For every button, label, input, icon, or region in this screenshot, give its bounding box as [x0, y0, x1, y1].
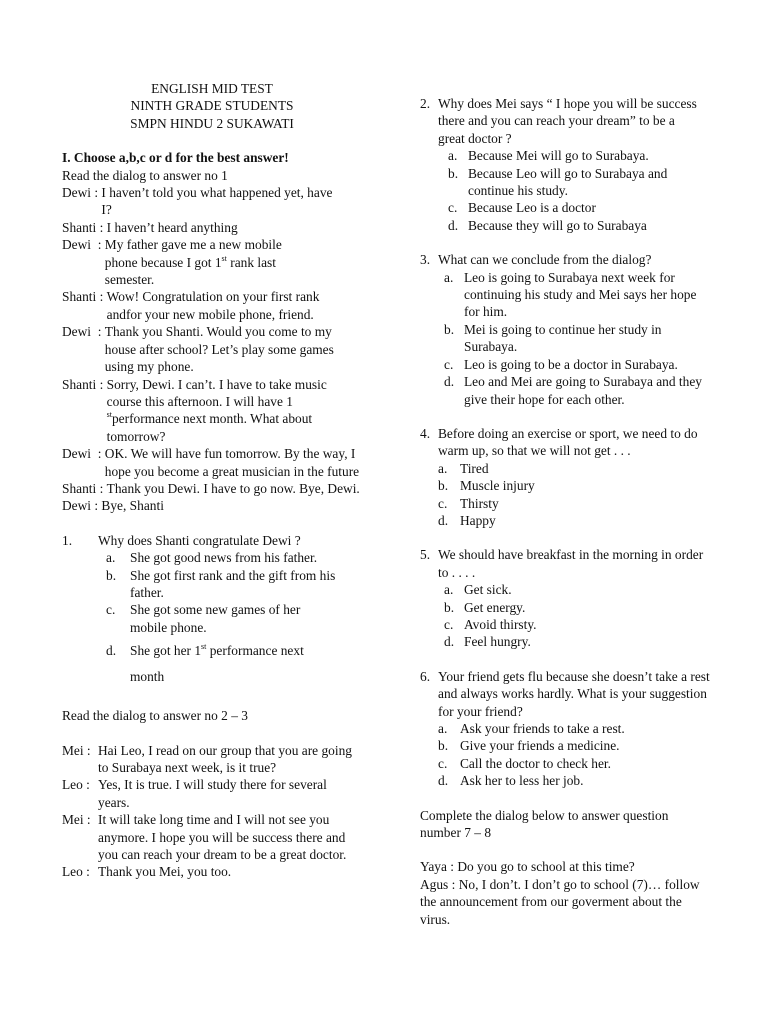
speaker: Shanti : — [62, 376, 107, 392]
option-text: Ask your friends to take a rest. — [460, 721, 625, 736]
dialog-line — [62, 445, 362, 480]
option-list — [420, 460, 712, 530]
option-text: She got some new games of her mobile phone. — [130, 602, 301, 635]
option-letter: c. — [448, 200, 458, 216]
utterance: I haven’t told you what happened yet, have I? — [101, 185, 333, 218]
option-list — [420, 147, 712, 234]
dialog-line — [62, 288, 362, 323]
option-text: Give your friends a medicine. — [460, 738, 620, 754]
question-number: 4. — [420, 425, 431, 441]
option-letter: b. — [438, 478, 449, 494]
utterance-part: performance next month. What about tomorrow? — [106, 411, 313, 444]
dialog3-instruction: Complete the dialog below to answer question number 7 – 8 — [420, 807, 669, 841]
option-text: Mei is going to continue her study in Surabaya. — [464, 321, 662, 355]
question-text: We should have breakfast in the morning in order to . . . . — [438, 547, 704, 580]
option-letter: c. — [444, 356, 454, 372]
speaker: Mei : — [62, 812, 94, 828]
option-letter: a. — [444, 269, 454, 285]
speaker: Leo : — [62, 864, 94, 880]
option-c[interactable] — [448, 199, 712, 216]
superscript: st — [221, 253, 227, 263]
question-number: 6. — [420, 668, 431, 684]
dialog-line — [62, 480, 362, 497]
option-list — [420, 581, 712, 651]
option-text: Because Leo is a doctor — [468, 200, 596, 216]
utterance-part: rank last semester. — [104, 254, 276, 288]
dialog-line — [420, 876, 712, 928]
option-text: Avoid thirsty. — [464, 616, 537, 632]
left-column — [62, 80, 362, 881]
question-text: Why does Shanti congratulate Dewi ? — [98, 532, 301, 548]
option-text: Leo is going to Surabaya next week for continuing his study and Mei says her hope for him. — [464, 269, 697, 320]
option-text: Leo is going to be a doctor in Surabaya. — [464, 356, 678, 372]
option-text: Call the doctor to check her. — [460, 755, 611, 771]
question-number: 5. — [420, 547, 431, 563]
option-d[interactable] — [444, 373, 712, 408]
dialog-3 — [420, 858, 712, 928]
option-letter: d. — [448, 217, 459, 233]
section-title: I. Choose a,b,c or d for the best answer! — [62, 150, 289, 166]
speaker: Dewi : — [62, 237, 105, 253]
speaker: Mei : — [62, 742, 94, 758]
dialog-1 — [62, 184, 362, 515]
utterance: It will take long time and I will not see you anymore. I hope you will be success there and you can reach your dream to be a great doctor. — [98, 812, 347, 863]
dialog-line — [62, 497, 362, 514]
speaker: Agus : — [420, 876, 459, 892]
option-text: She got first rank and the gift from his father. — [130, 567, 336, 600]
question-number: 3. — [420, 252, 431, 268]
option-d[interactable] — [444, 633, 712, 650]
dialog-line — [62, 742, 362, 777]
option-text: Feel hungry. — [464, 634, 531, 650]
speaker: Dewi : — [62, 324, 105, 340]
option-list — [420, 269, 712, 408]
speaker: Shanti : — [62, 480, 107, 496]
utterance: Hai Leo, I read on our group that you are going to Surabaya next week, is it true? — [98, 742, 352, 775]
utterance: Bye, Shanti — [101, 498, 164, 514]
option-letter: d. — [438, 512, 449, 528]
utterance — [105, 236, 362, 288]
option-a[interactable] — [444, 581, 712, 598]
question-stem — [420, 546, 712, 581]
option-text: Get sick. — [464, 582, 512, 598]
option-c[interactable] — [444, 616, 712, 633]
option-b[interactable] — [438, 737, 712, 754]
question-text: Your friend gets flu because she doesn’t take a rest and always works hardly. What is your suggestion for your friend? — [438, 668, 710, 719]
speaker: Leo : — [62, 777, 94, 793]
option-text: Happy — [460, 512, 496, 528]
option-a[interactable] — [444, 269, 712, 321]
superscript: st — [201, 642, 207, 652]
option-part: She got her 1 — [130, 643, 202, 659]
utterance-part: My father gave me a new mobile phone because I got 1 — [104, 237, 282, 270]
dialog-line — [62, 236, 362, 288]
option-a[interactable] — [106, 549, 362, 566]
option-text: Leo and Mei are going to Surabaya and they give their hope for each other. — [464, 374, 702, 407]
option-text: Because Mei will go to Surabaya. — [468, 148, 649, 164]
speaker: Yaya : — [420, 859, 458, 875]
question-stem — [420, 425, 712, 460]
utterance: Wow! Congratulation on your first rank andfor your new mobile phone, friend. — [106, 289, 320, 322]
option-letter: d. — [444, 374, 455, 390]
option-c[interactable] — [444, 356, 712, 373]
question-text: Why does Mei says “ I hope you will be success there and you can reach your dream” to be a great doctor ? — [438, 96, 697, 146]
dialog-line — [62, 376, 362, 446]
option-letter: b. — [438, 738, 449, 754]
option-letter: a. — [438, 721, 448, 736]
utterance: I haven’t heard anything — [106, 219, 238, 235]
option-a[interactable] — [448, 147, 712, 164]
question-stem — [420, 668, 712, 720]
question-1 — [62, 532, 362, 690]
option-b[interactable] — [444, 321, 712, 356]
option-text: Because they will go to Surabaya — [468, 217, 647, 233]
question-6 — [420, 668, 712, 790]
option-letter: d. — [106, 643, 117, 659]
option-letter: b. — [448, 165, 459, 181]
option-text: Because Leo will go to Surabaya and continue his study. — [468, 165, 668, 199]
test-title: ENGLISH MID TEST — [151, 81, 273, 96]
question-number: 1. — [62, 532, 73, 548]
grade-title: NINTH GRADE STUDENTS — [130, 98, 294, 114]
option-letter: d. — [438, 773, 449, 789]
dialog-2 — [62, 742, 362, 881]
dialog1-instruction: Read the dialog to answer no 1 — [62, 167, 228, 183]
utterance: Yes, It is true. I will study there for several years. — [98, 777, 327, 810]
option-text — [130, 638, 362, 690]
option-letter: b. — [444, 321, 455, 337]
option-letter: b. — [444, 599, 455, 615]
option-letter: b. — [106, 567, 117, 583]
option-letter: a. — [106, 550, 116, 566]
school-name: SMPN HINDU 2 SUKAWATI — [130, 115, 294, 131]
question-stem — [420, 95, 712, 147]
option-letter: c. — [444, 616, 454, 632]
option-text: Get energy. — [464, 599, 526, 615]
utterance: Thank you Dewi. I have to go now. Bye, Dewi. — [106, 480, 360, 496]
option-letter: c. — [438, 755, 448, 771]
dialog-line — [62, 219, 362, 236]
option-d[interactable] — [438, 772, 712, 789]
option-letter: a. — [448, 148, 458, 164]
option-letter: c. — [106, 602, 116, 618]
option-a[interactable] — [438, 460, 712, 477]
utterance: OK. We will have fun tomorrow. By the way, I hope you become a great musician in the future — [104, 446, 360, 479]
utterance — [107, 376, 362, 446]
right-column — [420, 95, 712, 928]
speaker: Shanti : — [62, 289, 107, 305]
option-b[interactable] — [444, 599, 712, 616]
option-d[interactable] — [106, 638, 362, 690]
utterance: Thank you Mei, you too. — [98, 864, 232, 880]
option-d[interactable] — [448, 217, 712, 234]
option-list — [420, 720, 712, 790]
utterance-part: Sorry, Dewi. I can’t. I have to take music course this afternoon. I will have 1 — [106, 376, 327, 409]
question-4 — [420, 425, 712, 529]
dialog-line — [62, 184, 362, 219]
dialog2-instruction: Read the dialog to answer no 2 – 3 — [62, 708, 248, 724]
option-text: Thirsty — [460, 495, 499, 511]
option-c[interactable] — [438, 495, 712, 512]
utterance: Do you go to school at this time? — [457, 859, 635, 875]
option-text: She got good news from his father. — [130, 550, 318, 566]
option-c[interactable] — [106, 601, 362, 636]
option-a[interactable] — [438, 720, 712, 737]
option-letter: a. — [444, 582, 454, 598]
option-d[interactable] — [438, 512, 712, 529]
dialog-line — [62, 776, 362, 811]
dialog-line — [62, 323, 362, 375]
speaker: Dewi : — [62, 446, 105, 462]
option-part: performance next month — [130, 643, 304, 685]
question-text: What can we conclude from the dialog? — [438, 252, 652, 268]
question-text: Before doing an exercise or sport, we need to do warm up, so that we will not get . . . — [438, 425, 698, 459]
option-letter: d. — [444, 634, 455, 650]
utterance: Thank you Shanti. Would you come to my house after school? Let’s play some games using my phone. — [104, 324, 334, 375]
superscript: st — [106, 410, 112, 420]
option-text: Ask her to less her job. — [460, 773, 584, 789]
question-stem — [420, 251, 712, 268]
option-b[interactable] — [106, 567, 362, 602]
option-text: Muscle injury — [460, 478, 535, 494]
option-letter: c. — [438, 495, 448, 511]
question-stem — [62, 532, 362, 549]
question-3 — [420, 251, 712, 408]
speaker: Shanti : — [62, 219, 107, 235]
speaker: Dewi : — [62, 185, 102, 201]
question-2 — [420, 95, 712, 234]
question-5 — [420, 546, 712, 650]
option-letter: a. — [438, 460, 448, 476]
dialog-line — [62, 811, 362, 863]
option-b[interactable] — [448, 165, 712, 200]
dialog-line — [420, 858, 712, 875]
option-c[interactable] — [438, 755, 712, 772]
question-number: 2. — [420, 96, 431, 111]
option-b[interactable] — [438, 477, 712, 494]
utterance: No, I don’t. I don’t go to school (7)… follow the announcement from our goverment about the virus. — [420, 876, 700, 927]
option-text: Tired — [460, 460, 489, 476]
speaker: Dewi : — [62, 498, 102, 514]
option-list — [62, 549, 362, 690]
dialog-line — [62, 863, 362, 880]
